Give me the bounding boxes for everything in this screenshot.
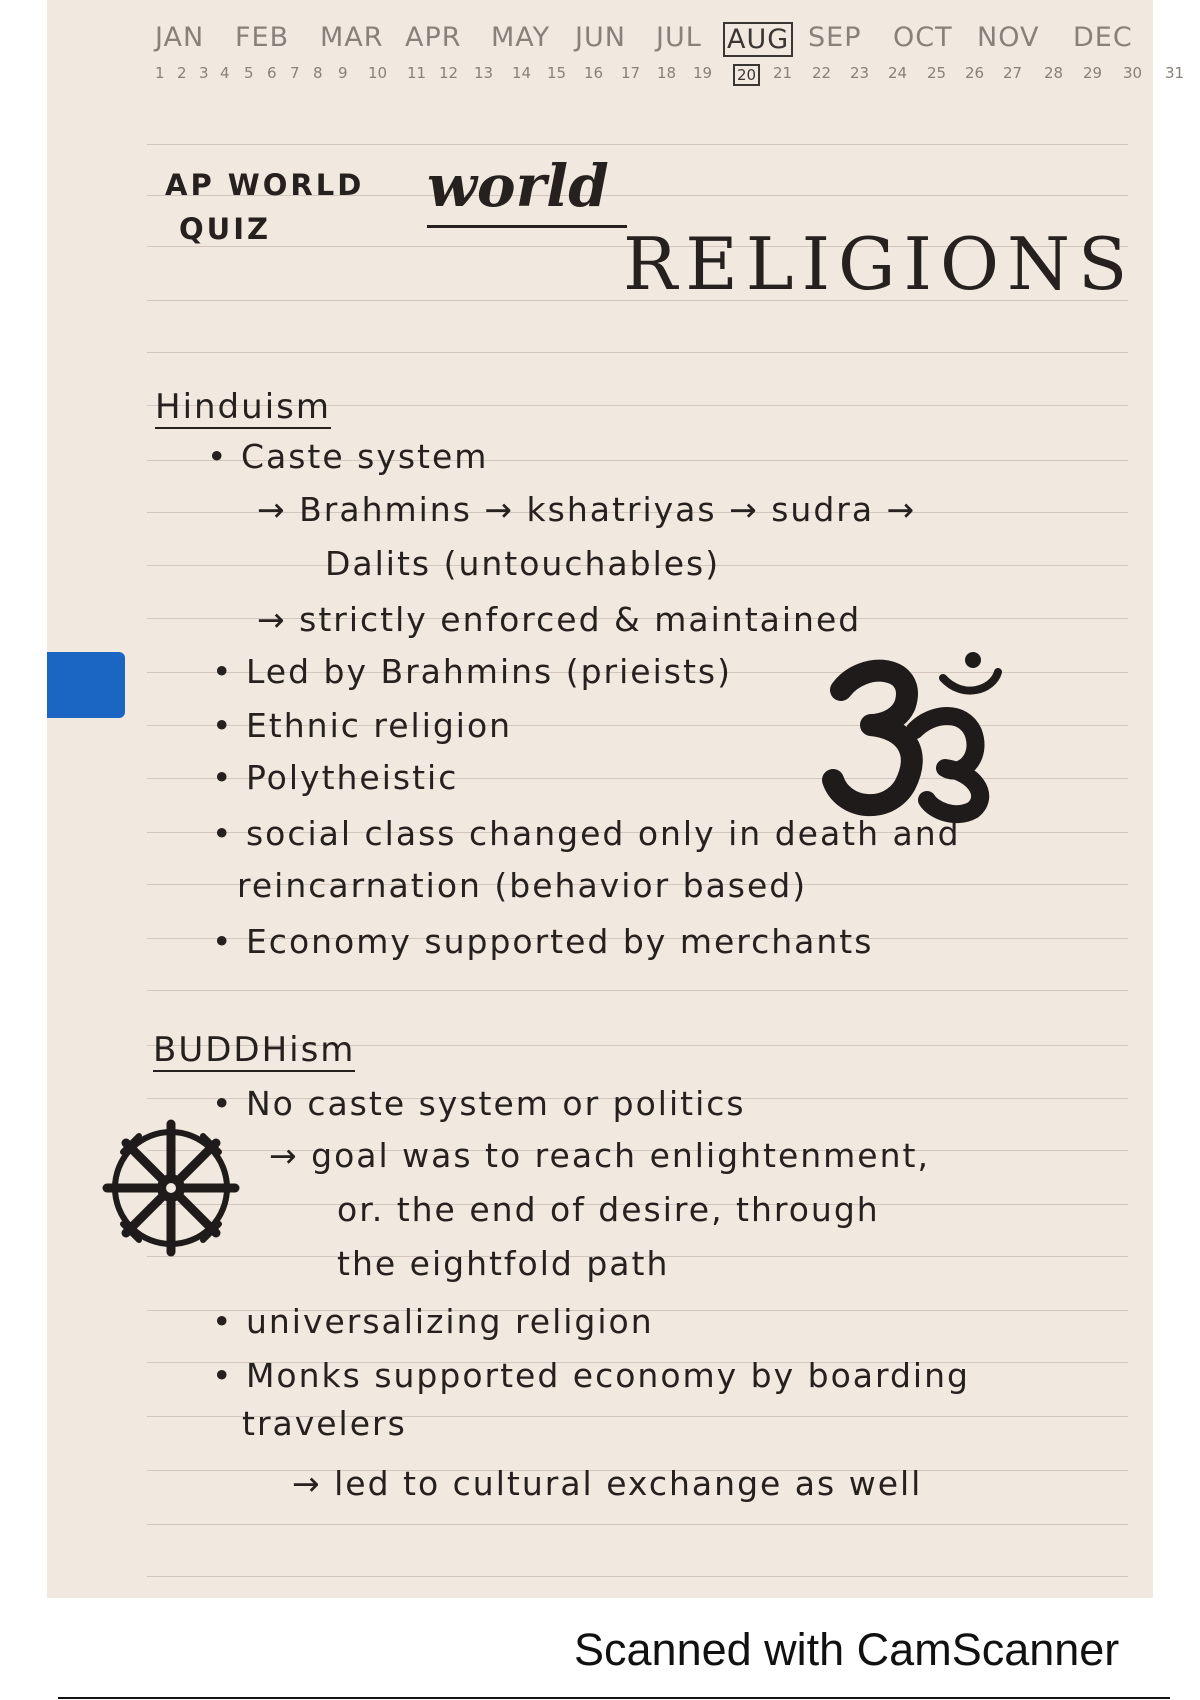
ruled-line (147, 1576, 1128, 1577)
calendar-month: JUL (656, 22, 702, 53)
calendar-month: JAN (155, 22, 205, 53)
calendar-month: FEB (235, 22, 290, 53)
calendar-month: DEC (1073, 22, 1133, 53)
calendar-day: 9 (338, 64, 348, 82)
calendar-strip (155, 22, 1195, 92)
note-line: • Led by Brahmins (prieists) (212, 652, 732, 691)
calendar-month: OCT (893, 22, 953, 53)
ruled-line (147, 990, 1128, 991)
calendar-day: 19 (693, 64, 713, 82)
course-title-line-1: AP WORLD (165, 168, 365, 202)
note-line: • Monks supported economy by boarding (212, 1356, 970, 1395)
om-symbol-icon (823, 650, 1013, 820)
calendar-day: 29 (1083, 64, 1103, 82)
calendar-day: 24 (888, 64, 908, 82)
note-line: travelers (242, 1404, 407, 1443)
calendar-day: 10 (368, 64, 388, 82)
calendar-day: 15 (547, 64, 567, 82)
calendar-day: 12 (439, 64, 459, 82)
title-script-underline (427, 225, 627, 228)
footer-divider (58, 1697, 1170, 1699)
note-line: → led to cultural exchange as well (292, 1464, 923, 1503)
dharma-wheel-icon (103, 1120, 239, 1256)
calendar-month: MAY (491, 22, 551, 53)
note-line: or. the end of desire, through (337, 1190, 880, 1229)
ruled-line (147, 1524, 1128, 1525)
note-line: → goal was to reach enlightenment, (269, 1136, 930, 1175)
calendar-day: 16 (584, 64, 604, 82)
calendar-day: 6 (267, 64, 277, 82)
calendar-month: NOV (977, 22, 1040, 53)
blue-sticky-tab (47, 652, 125, 718)
calendar-day: 27 (1003, 64, 1023, 82)
calendar-day: 7 (290, 64, 300, 82)
calendar-day: 3 (199, 64, 209, 82)
calendar-day: 11 (407, 64, 427, 82)
title-script-word: world (427, 152, 609, 220)
notebook-page (47, 0, 1185, 1598)
calendar-day: 30 (1123, 64, 1143, 82)
ruled-line (147, 352, 1128, 353)
note-line: • Ethnic religion (212, 706, 513, 745)
calendar-month: APR (405, 22, 462, 53)
calendar-days (155, 64, 1195, 92)
calendar-month: MAR (320, 22, 384, 53)
note-line: the eightfold path (337, 1244, 670, 1283)
calendar-day: 23 (850, 64, 870, 82)
calendar-month: SEP (808, 22, 862, 53)
section-heading-buddhism: BUDDHism (153, 1030, 356, 1070)
scanner-watermark: Scanned with CamScanner (574, 1624, 1120, 1675)
calendar-day: 21 (773, 64, 793, 82)
calendar-months (155, 22, 1195, 58)
calendar-day: 26 (965, 64, 985, 82)
note-line: • universalizing religion (212, 1302, 654, 1341)
note-line: → strictly enforced & maintained (257, 600, 862, 639)
calendar-day-selected: 20 (733, 64, 760, 86)
calendar-day: 14 (512, 64, 532, 82)
calendar-day: 1 (155, 64, 165, 82)
calendar-day: 18 (657, 64, 677, 82)
note-line: Dalits (untouchables) (325, 544, 721, 583)
calendar-day: 17 (621, 64, 641, 82)
note-line: • Economy supported by merchants (212, 922, 874, 961)
note-line: reincarnation (behavior based) (237, 866, 808, 905)
calendar-day: 31 (1165, 64, 1185, 82)
calendar-day: 13 (474, 64, 494, 82)
note-line: • Caste system (207, 437, 489, 476)
note-line: • No caste system or politics (212, 1084, 746, 1123)
note-line: • social class changed only in death and (212, 814, 961, 853)
calendar-month-selected: AUG (723, 22, 793, 57)
calendar-month: JUN (575, 22, 626, 53)
calendar-day: 22 (812, 64, 832, 82)
calendar-day: 28 (1044, 64, 1064, 82)
note-line: → Brahmins → kshatriyas → sudra → (257, 490, 917, 529)
note-line: • Polytheistic (212, 758, 459, 797)
section-heading-hinduism: Hinduism (155, 387, 331, 427)
calendar-day: 4 (220, 64, 230, 82)
calendar-day: 25 (927, 64, 947, 82)
ruled-line (147, 144, 1128, 145)
calendar-day: 5 (244, 64, 254, 82)
calendar-day: 2 (177, 64, 187, 82)
course-title-line-2: QUIZ (179, 212, 272, 246)
title-main: RELIGIONS (623, 222, 1136, 306)
calendar-day: 8 (313, 64, 323, 82)
